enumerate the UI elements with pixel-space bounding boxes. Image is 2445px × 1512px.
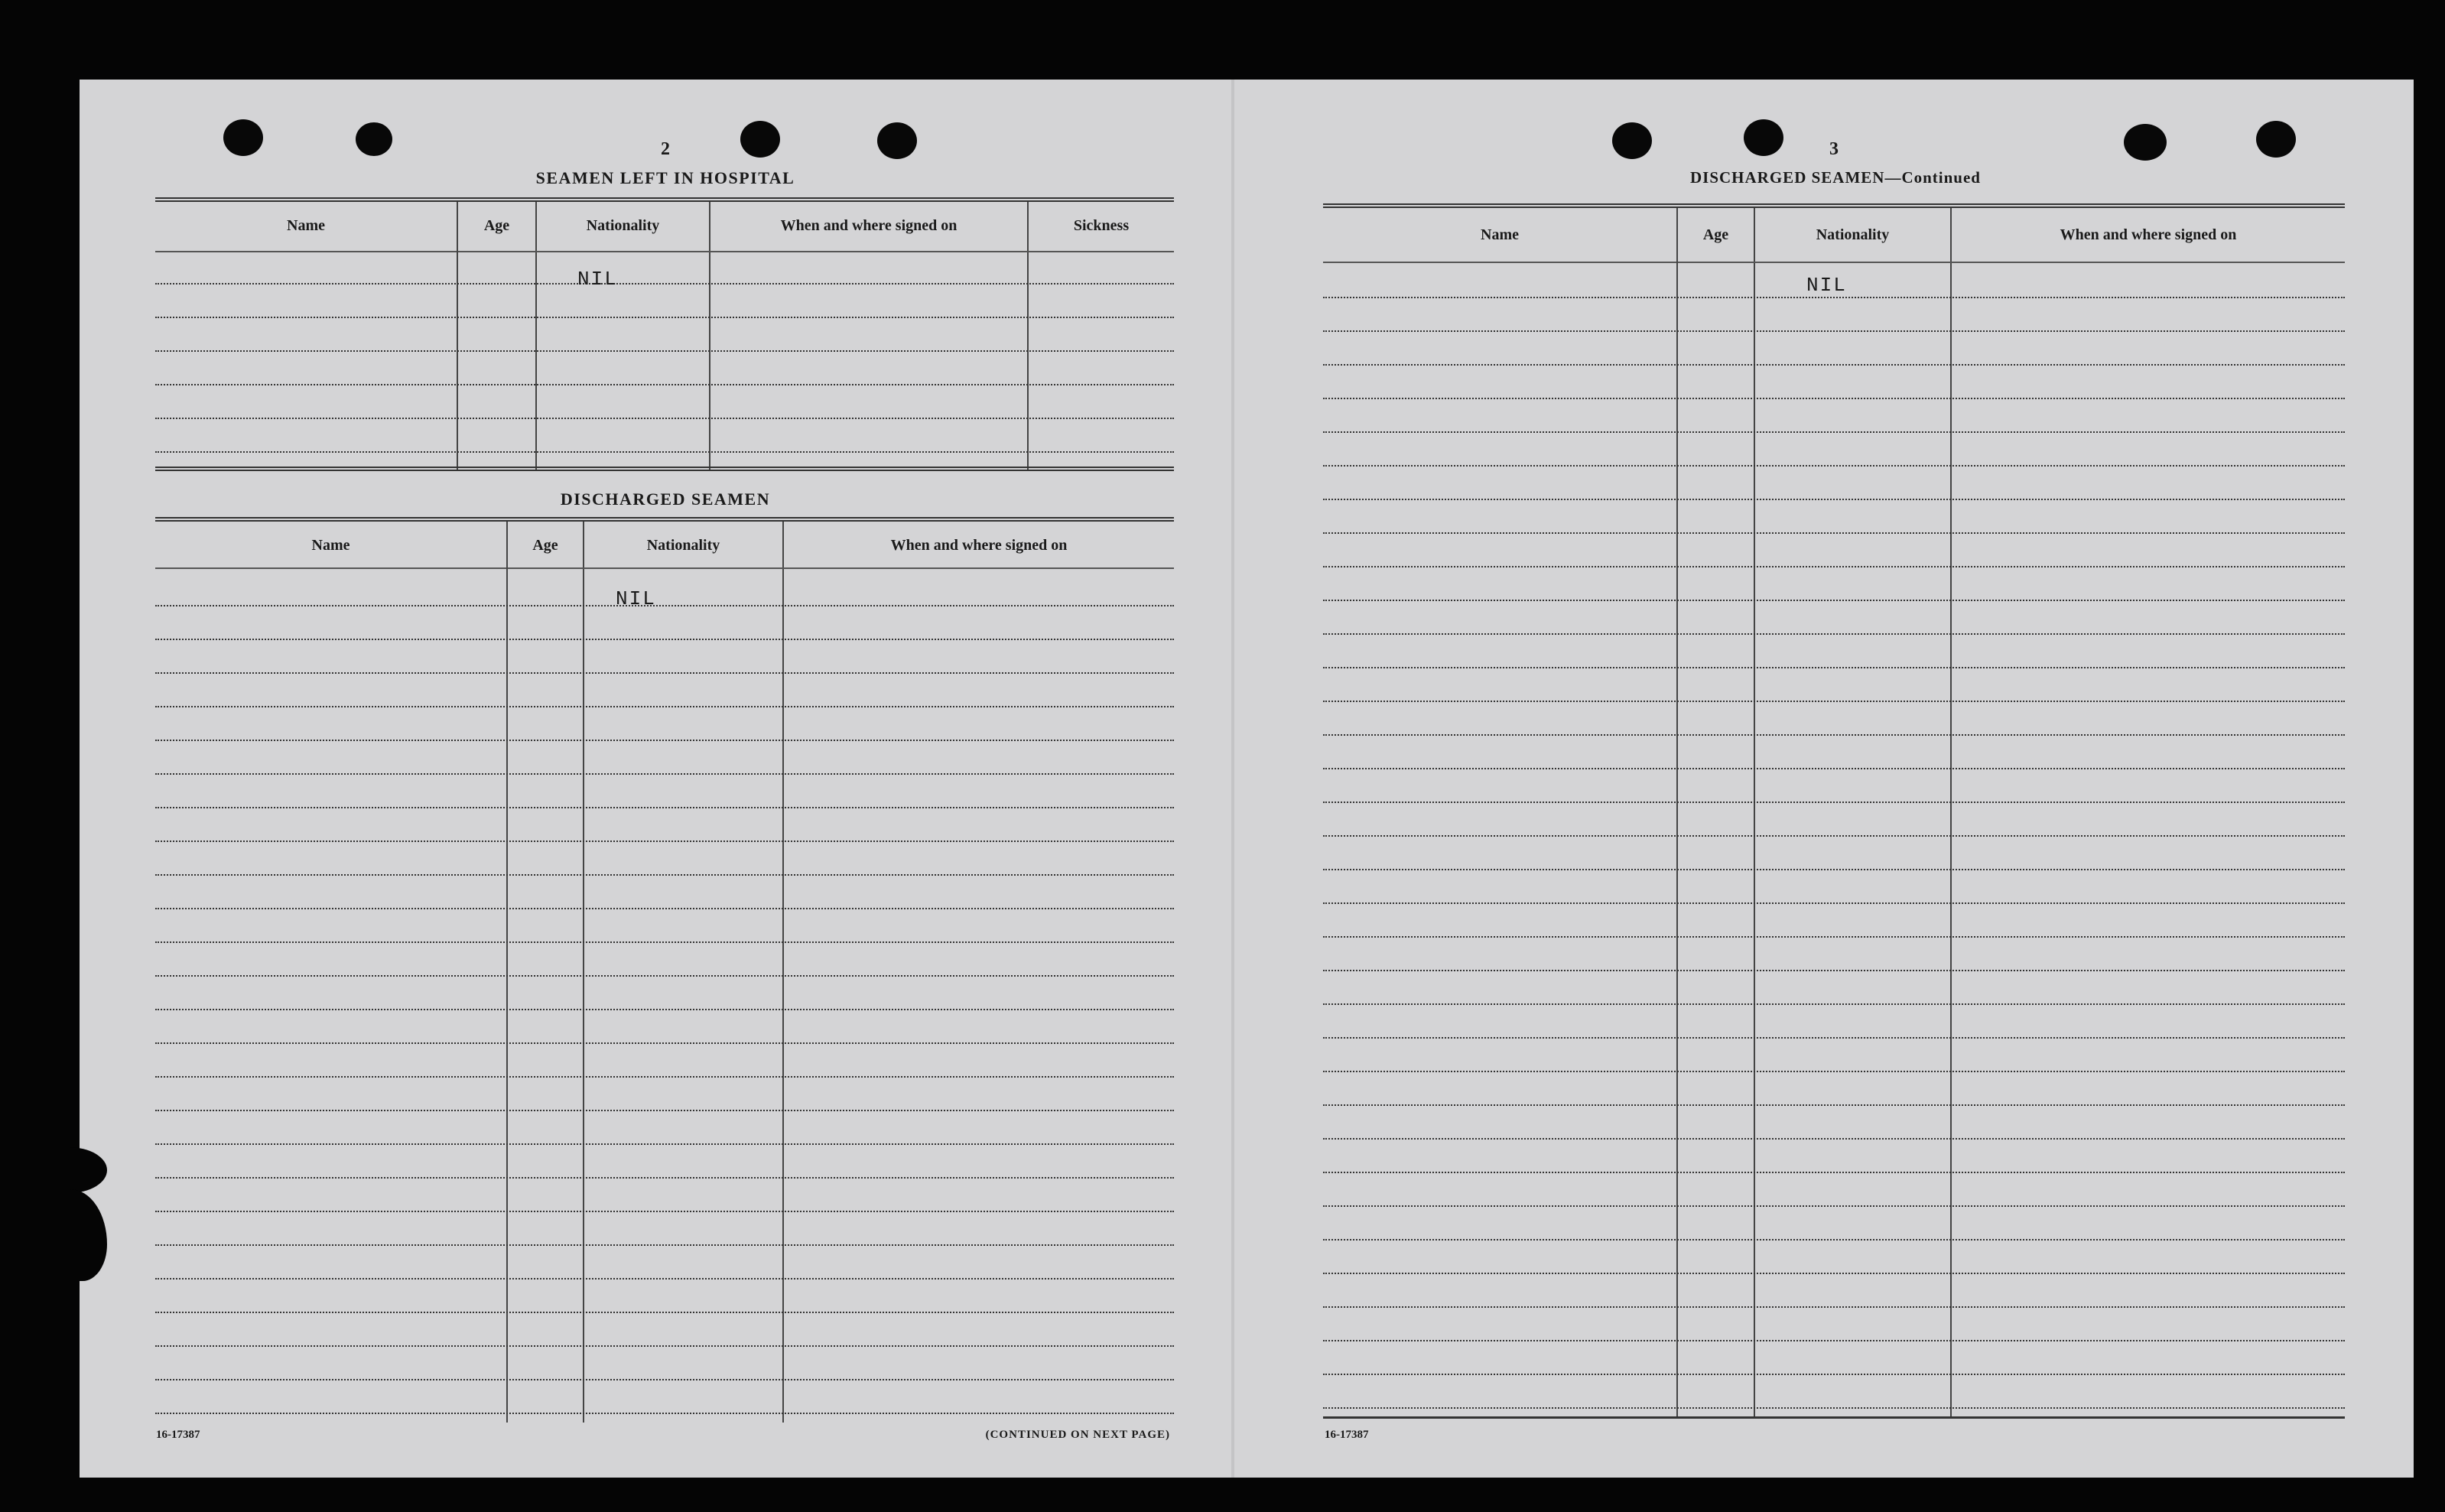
- form-code: 16-17387: [1325, 1429, 1369, 1441]
- table-row: [155, 350, 1174, 352]
- table-row: [1323, 330, 2345, 332]
- table-row: [155, 941, 1174, 943]
- punch-hole: [223, 119, 263, 156]
- table-row: [1323, 1407, 2345, 1409]
- table-row: [155, 874, 1174, 876]
- page-number: 2: [661, 139, 670, 159]
- punch-hole: [740, 121, 780, 158]
- table-row: [1323, 835, 2345, 837]
- page-number: 3: [1829, 139, 1839, 159]
- form-code: 16-17387: [156, 1429, 200, 1441]
- table-row: [155, 639, 1174, 640]
- table-row: [1323, 768, 2345, 769]
- table-row: [1323, 734, 2345, 736]
- table-row: [1323, 701, 2345, 702]
- table-row: [155, 1211, 1174, 1212]
- punch-hole: [1612, 122, 1652, 159]
- section-title-hospital: SEAMEN LEFT IN HOSPITAL: [535, 168, 795, 187]
- torn-edge: [31, 1147, 107, 1193]
- table-row: [1323, 297, 2345, 298]
- nationality-entry: NIL: [577, 268, 618, 291]
- table-row: [155, 1143, 1174, 1145]
- table-row: [155, 317, 1174, 318]
- column-header-name: Name: [287, 217, 325, 234]
- hospital-table: [155, 197, 1174, 476]
- table-row: [1323, 1104, 2345, 1106]
- table-row: [1323, 1172, 2345, 1173]
- table-row: [155, 451, 1174, 453]
- table-row: [155, 605, 1174, 606]
- table-row: [1323, 1306, 2345, 1308]
- discharged-table: [155, 517, 1174, 1423]
- table-row: [1323, 600, 2345, 601]
- table-row: [155, 1413, 1174, 1414]
- table-row: [155, 908, 1174, 909]
- column-header-name: Name: [311, 537, 350, 554]
- column-header-name: Name: [1481, 226, 1519, 243]
- table-row: [1323, 1273, 2345, 1274]
- table-row: [155, 841, 1174, 842]
- table-row: [155, 1076, 1174, 1078]
- table-row: [1323, 667, 2345, 668]
- column-header-signed-on: When and where signed on: [780, 217, 958, 234]
- table-row: [155, 807, 1174, 808]
- discharged-continued-table: [1323, 203, 2345, 1423]
- section-title-discharged: DISCHARGED SEAMEN: [560, 489, 771, 509]
- table-row: [1323, 1239, 2345, 1240]
- column-header-signed-on: When and where signed on: [2060, 226, 2237, 243]
- table-row: [155, 384, 1174, 385]
- table-row: [155, 1009, 1174, 1010]
- column-header-age: Age: [1702, 226, 1729, 243]
- page-fold: [1231, 80, 1234, 1478]
- column-header-age: Age: [532, 537, 558, 554]
- table-row: [1323, 633, 2345, 635]
- table-row: [155, 1177, 1174, 1179]
- table-row: [1323, 364, 2345, 366]
- table-row: [155, 1042, 1174, 1044]
- column-header-sickness: Sickness: [1073, 217, 1130, 234]
- table-row: [1323, 902, 2345, 904]
- table-row: [1323, 1138, 2345, 1140]
- table-row: [1323, 802, 2345, 803]
- punch-hole: [356, 122, 392, 156]
- table-row: [155, 1244, 1174, 1246]
- punch-hole: [877, 122, 917, 159]
- table-row: [155, 1312, 1174, 1313]
- table-row: [1323, 566, 2345, 567]
- table-row: [1323, 465, 2345, 467]
- table-row: [155, 1379, 1174, 1380]
- table-row: [1323, 1003, 2345, 1005]
- nationality-entry: NIL: [616, 587, 656, 610]
- table-row: [155, 1110, 1174, 1111]
- punch-hole: [2256, 121, 2296, 158]
- continued-note: (CONTINUED ON NEXT PAGE): [985, 1429, 1170, 1441]
- table-row: [1323, 398, 2345, 399]
- section-title-discharged-continued: DISCHARGED SEAMEN—Continued: [1690, 168, 1981, 187]
- table-row: [1323, 431, 2345, 433]
- table-row: [1323, 1374, 2345, 1375]
- table-row: [1323, 936, 2345, 938]
- punch-hole: [2124, 124, 2167, 161]
- table-row: [155, 773, 1174, 775]
- column-header-nationality: Nationality: [646, 537, 720, 554]
- table-row: [155, 672, 1174, 674]
- table-row: [155, 1345, 1174, 1347]
- table-row: [1323, 1205, 2345, 1207]
- table-row: [1323, 970, 2345, 971]
- table-row: [1323, 532, 2345, 534]
- table-row: [155, 418, 1174, 419]
- punch-hole: [1744, 119, 1783, 156]
- nationality-entry: NIL: [1806, 274, 1847, 297]
- column-header-nationality: Nationality: [1816, 226, 1890, 243]
- table-row: [1323, 1340, 2345, 1341]
- column-header-signed-on: When and where signed on: [890, 537, 1068, 554]
- table-row: [155, 975, 1174, 977]
- table-row: [155, 1278, 1174, 1280]
- table-row: [1323, 1071, 2345, 1072]
- table-row: [155, 706, 1174, 707]
- table-row: [1323, 1037, 2345, 1039]
- table-row: [155, 283, 1174, 285]
- column-header-age: Age: [483, 217, 510, 234]
- table-row: [155, 740, 1174, 741]
- table-row: [1323, 499, 2345, 500]
- column-header-nationality: Nationality: [586, 217, 660, 234]
- table-row: [1323, 869, 2345, 870]
